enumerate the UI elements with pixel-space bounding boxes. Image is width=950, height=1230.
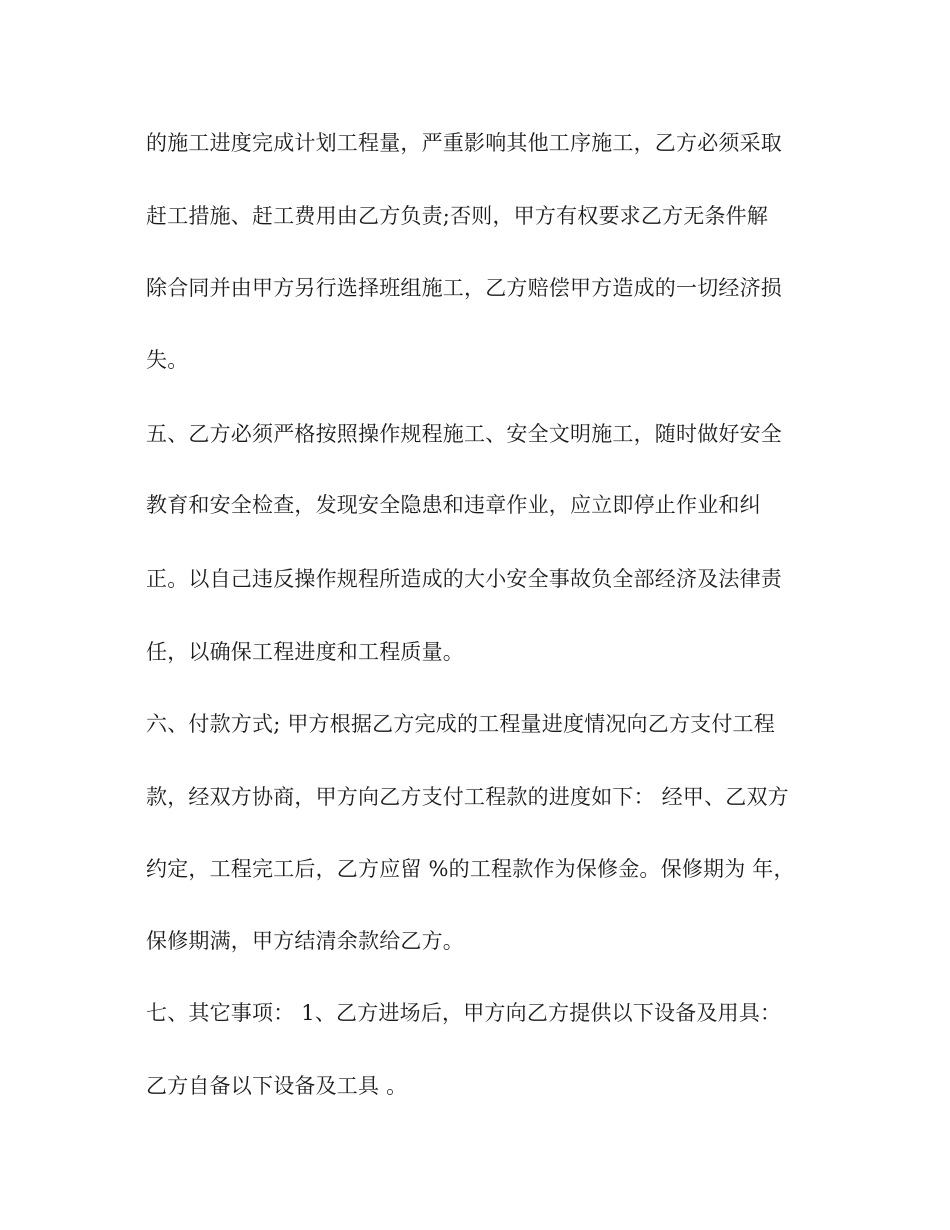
text-line-7: 正。以自己违反操作规程所造成的大小安全事故负全部经济及法律责 [146,567,782,591]
text-line-9: 六、付款方式; 甲方根据乙方完成的工程量进度情况向乙方支付工程 [146,712,775,736]
text-line-12: 保修期满，甲方结清余款给乙方。 [146,929,464,953]
text-line-2: 赶工措施、赶工费用由乙方负责;否则，甲方有权要求乙方无条件解 [146,204,769,228]
text-line-13: 七、其它事项： 1、乙方进场后，甲方向乙方提供以下设备及用具： [146,1001,782,1025]
text-line-14: 乙方自备以下设备及工具 。 [146,1074,408,1098]
text-line-3: 除合同并由甲方另行选择班组施工，乙方赔偿甲方造成的一切经济损 [146,276,782,300]
text-line-5: 五、乙方必须严格按照操作规程施工、安全文明施工，随时做好安全 [146,422,782,446]
text-line-1: 的施工进度完成计划工程量，严重影响其他工序施工，乙方必须采取 [146,131,782,155]
text-line-11: 约定，工程完工后，乙方应留 %的工程款作为保修金。保修期为 年， [146,857,795,881]
text-line-4: 失。 [146,348,189,372]
text-line-6: 教育和安全检查，发现安全隐患和违章作业，应立即停止作业和纠 [146,493,761,517]
text-line-10: 款，经双方协商，甲方向乙方支付工程款的进度如下： 经甲、乙双方 [146,785,789,809]
text-line-8: 任，以确保工程进度和工程质量。 [146,640,464,664]
